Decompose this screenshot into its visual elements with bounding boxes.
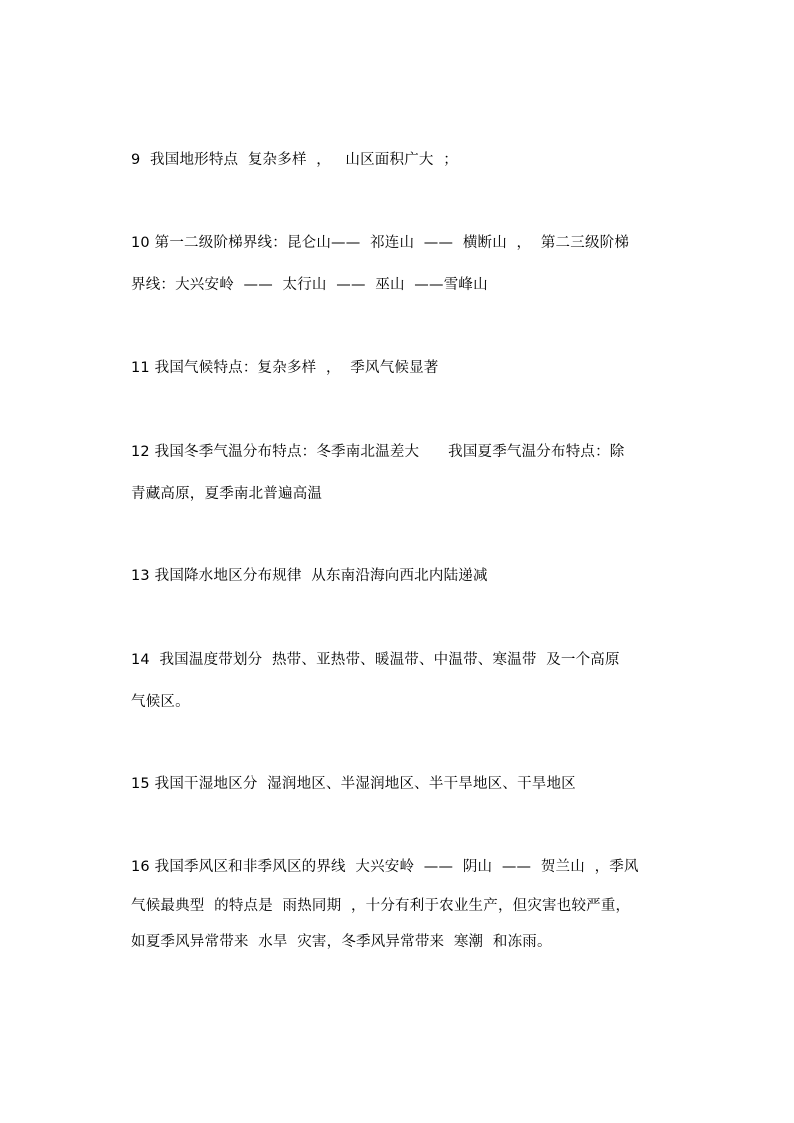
item-10-line-1: 10 第一二级阶梯界线：昆仑山—— 祁连山 —— 横断山 ， 第二三级阶梯 [131,235,630,251]
item-12-line-2: 青藏高原，夏季南北普遍高温 [131,486,323,502]
item-14-line-1: 14 我国温度带划分 热带、亚热带、暖温带、中温带、寒温带 及一个高原 [131,652,620,668]
item-12-line-1: 12 我国冬季气温分布特点：冬季南北温差大 我国夏季气温分布特点：除 [131,444,625,460]
item-9-line-1: 9 我国地形特点 复杂多样 ， 山区面积广大 ； [131,152,458,168]
item-16-line-2: 气候最典型 的特点是 雨热同期 ，十分有利于农业生产，但灾害也较严重， [131,898,631,914]
item-16-line-1: 16 我国季风区和非季风区的界线 大兴安岭 —— 阴山 —— 贺兰山 ，季风 [131,859,639,875]
item-15-line-1: 15 我国干湿地区分 湿润地区、半湿润地区、半干旱地区、干旱地区 [131,776,576,792]
item-16-line-3: 如夏季风异常带来 水旱 灾害，冬季风异常带来 寒潮 和冻雨。 [131,934,552,950]
item-10-line-2: 界线：大兴安岭 —— 太行山 —— 巫山 ——雪峰山 [131,277,488,293]
item-11-line-1: 11 我国气候特点：复杂多样 ， 季风气候显著 [131,360,439,376]
item-14-line-2: 气候区。 [131,694,190,710]
item-13-line-1: 13 我国降水地区分布规律 从东南沿海向西北内陆递减 [131,568,488,584]
